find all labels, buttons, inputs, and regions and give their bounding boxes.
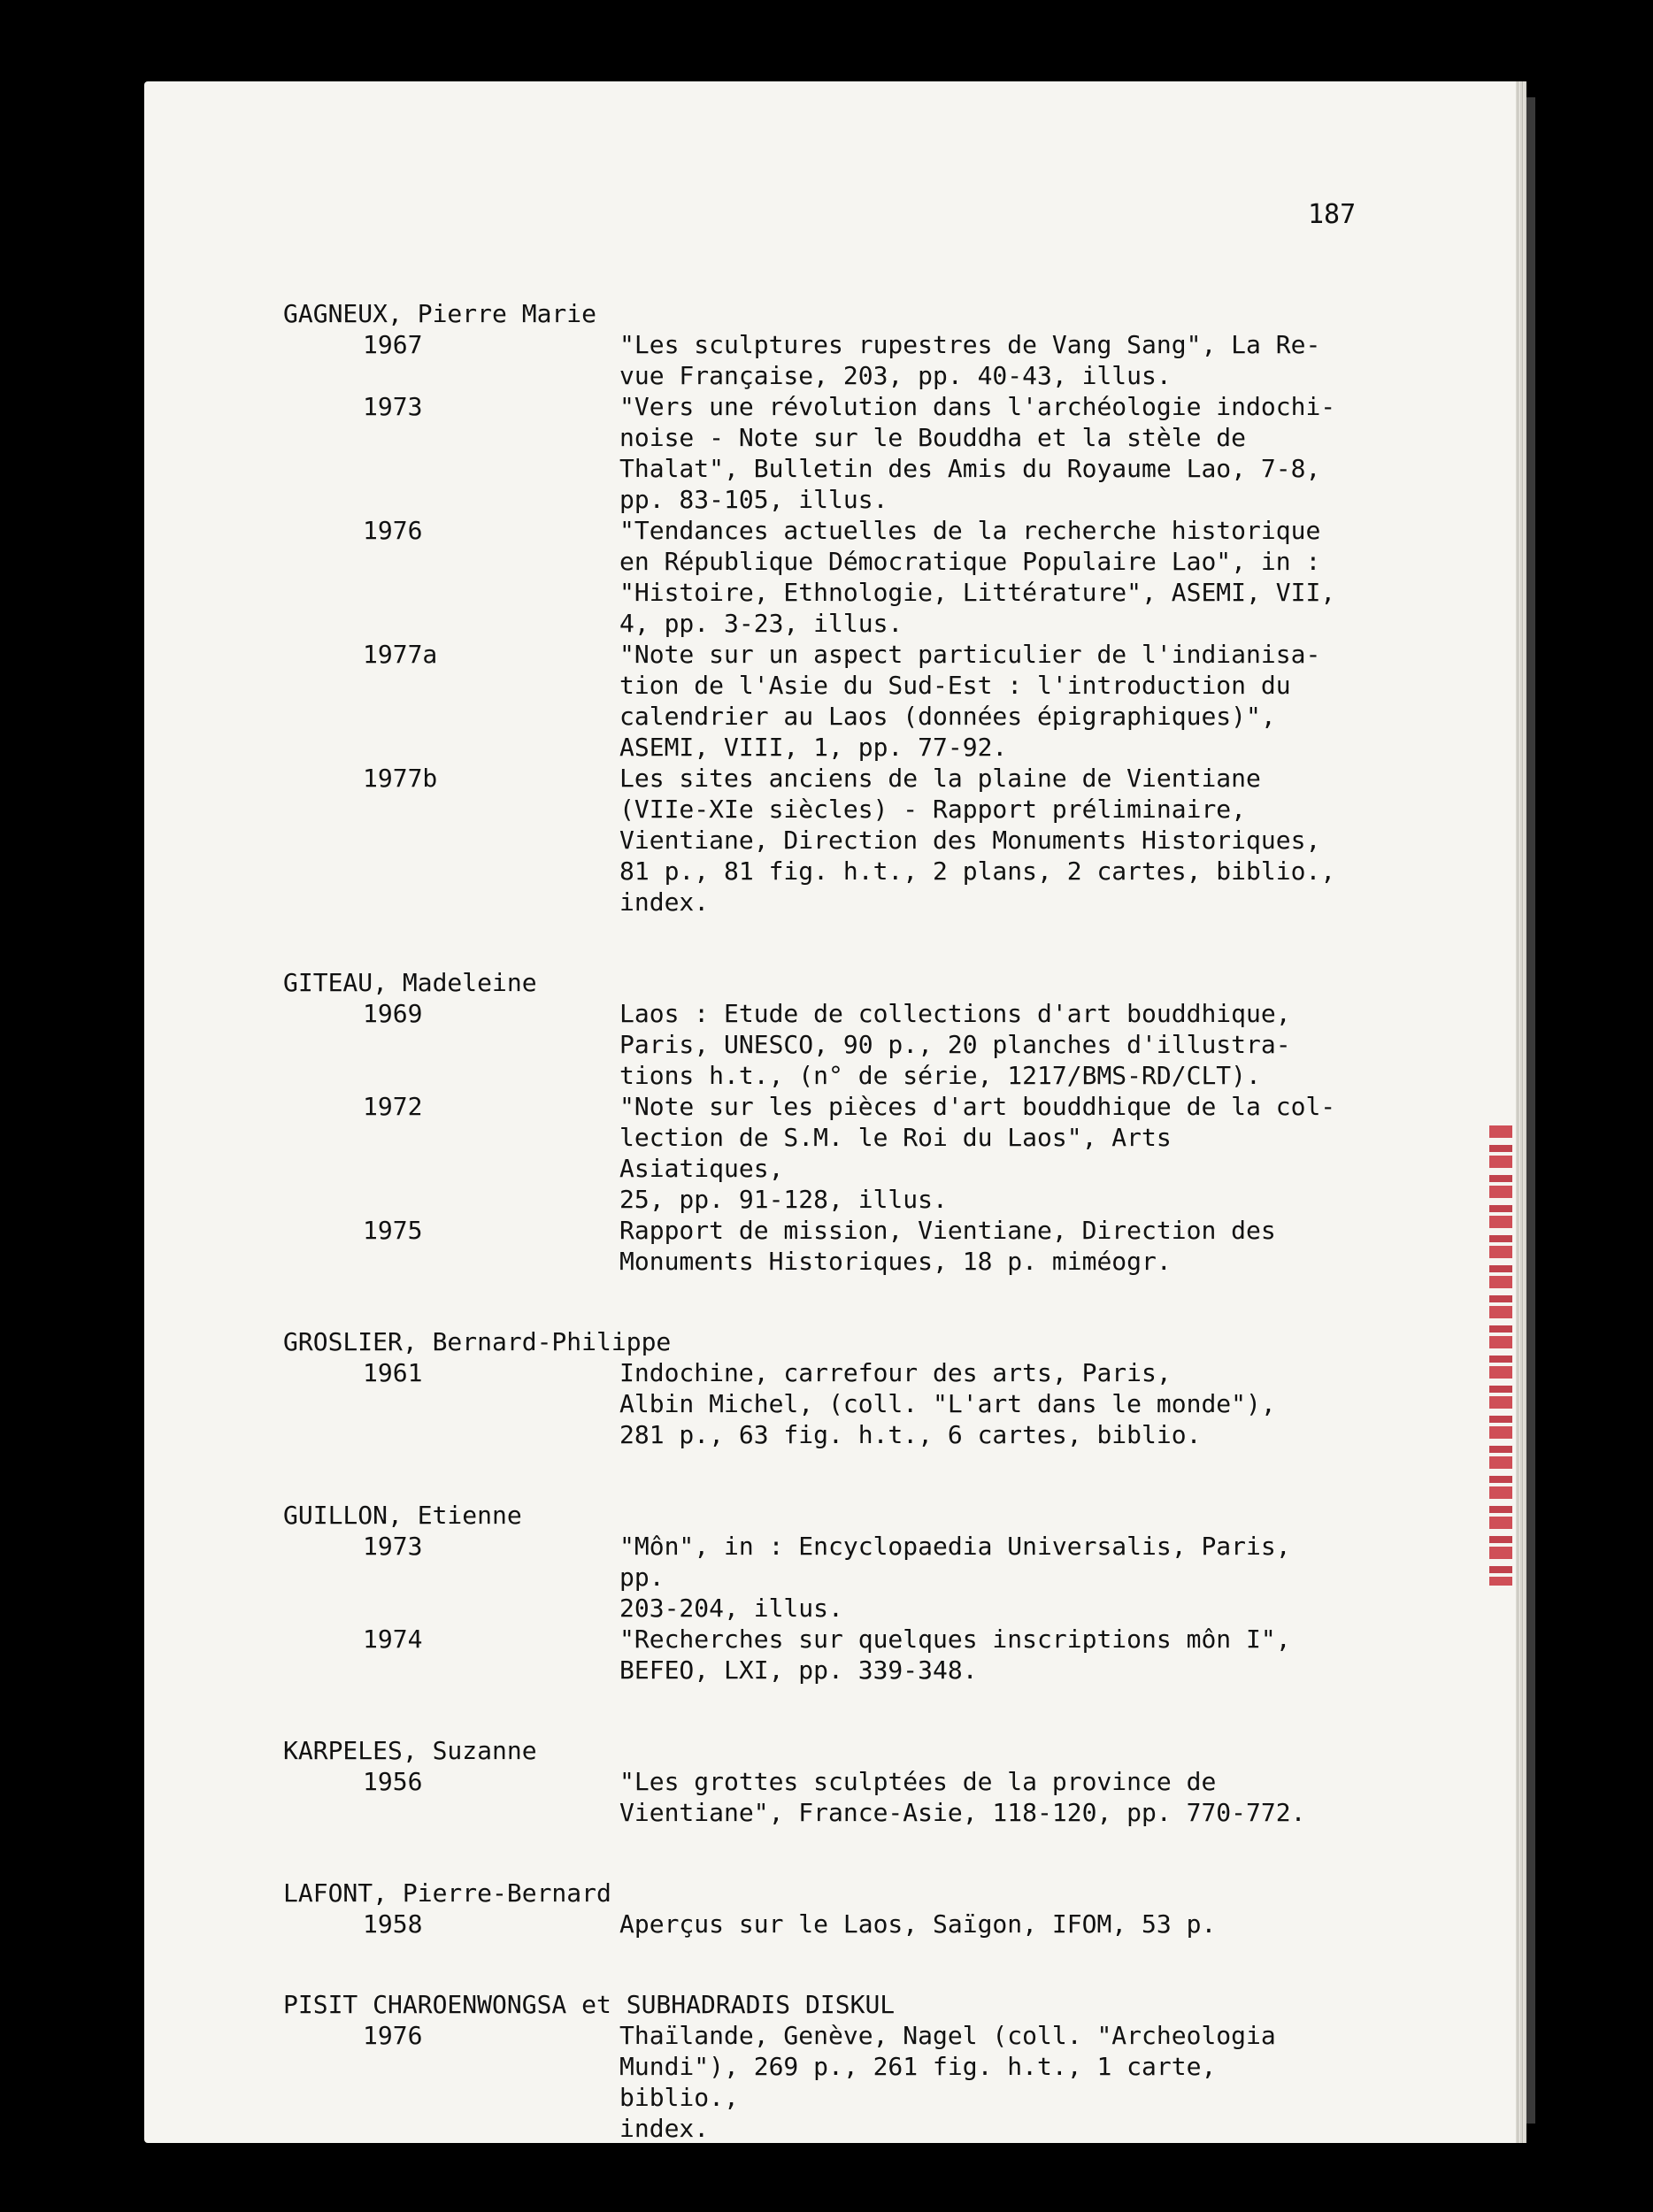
entry-year: 1973	[363, 392, 423, 421]
entry-year: 1967	[363, 330, 423, 359]
bibliography-entry	[283, 1357, 1434, 1450]
bibliography-entry	[283, 1531, 1434, 1624]
entry-year: 1961	[363, 1358, 423, 1387]
author-name: GUILLON, Etienne	[283, 1501, 522, 1530]
entry-reference: "Vers une révolution dans l'archéologie indochi- noise - Note sur le Bouddha et la stèle de Thalat", Bulletin des Amis du Royaume Lao, 7-8, pp. 83-105, illus.	[619, 392, 1336, 514]
bibliography-entry	[283, 515, 1434, 639]
author-block	[283, 1326, 1434, 1450]
entry-year: 1976	[363, 2021, 423, 2050]
entry-reference: "Note sur les pièces d'art bouddhique de la col- lection de S.M. le Roi du Laos", Arts Asiatiques, 25, pp. 91-128, illus.	[619, 1092, 1336, 1214]
author-block	[283, 1500, 1434, 1686]
entry-year: 1958	[363, 1909, 423, 1939]
entry-year: 1969	[363, 999, 423, 1028]
entry-reference: Indochine, carrefour des arts, Paris, Albin Michel, (coll. "L'art dans le monde"), 281 p., 63 fig. h.t., 6 cartes, biblio.	[619, 1358, 1276, 1449]
entry-reference: "Tendances actuelles de la recherche historique en République Démocratique Populaire Lao", in : "Histoire, Ethnologie, Littérature", ASEMI, VII, 4, pp. 3-23, illus.	[619, 516, 1336, 638]
entry-reference: "Les grottes sculptées de la province de Vientiane", France-Asie, 118-120, pp. 770-772.	[619, 1767, 1306, 1827]
author-block	[283, 1989, 1434, 2144]
bibliography-entry	[283, 329, 1434, 391]
entry-year: 1977b	[363, 764, 438, 793]
author-name: LAFONT, Pierre-Bernard	[283, 1878, 611, 1908]
author-name: PISIT CHAROENWONGSA et SUBHADRADIS DISKUL	[283, 1990, 896, 2019]
author-block	[283, 967, 1434, 1277]
bibliography-entry	[283, 763, 1434, 918]
author-name: GROSLIER, Bernard-Philippe	[283, 1327, 672, 1356]
author-name: GITEAU, Madeleine	[283, 968, 537, 997]
bibliography-entry	[283, 2020, 1434, 2144]
entry-reference: Thaïlande, Genève, Nagel (coll. "Archeologia Mundi"), 269 p., 261 fig. h.t., 1 carte, biblio., index.	[619, 2021, 1276, 2143]
entry-reference: "Note sur un aspect particulier de l'indianisa- tion de l'Asie du Sud-Est : l'introduction du calendrier au Laos (données épigraphiques)", ASEMI, VIII, 1, pp. 77-92.	[619, 640, 1321, 762]
author-block	[283, 298, 1434, 918]
bibliography-entry	[283, 391, 1434, 515]
entry-year: 1975	[363, 1216, 423, 1245]
entry-reference: "Môn", in : Encyclopaedia Universalis, Paris, pp. 203-204, illus.	[619, 1532, 1291, 1623]
entry-reference: "Les sculptures rupestres de Vang Sang", La Re- vue Française, 203, pp. 40-43, illus.	[619, 330, 1321, 390]
entry-reference: Les sites anciens de la plaine de Vientiane (VIIe-XIe siècles) - Rapport préliminaire, Vientiane, Direction des Monuments Historiques, 81 p., 81 fig. h.t., 2 plans, 2 cartes, biblio., index.	[619, 764, 1336, 917]
entry-year: 1976	[363, 516, 423, 545]
entry-year: 1974	[363, 1624, 423, 1654]
entry-reference: "Recherches sur quelques inscriptions môn I", BEFEO, LXI, pp. 339-348.	[619, 1624, 1291, 1685]
entry-year: 1956	[363, 1767, 423, 1796]
bibliography-entry	[283, 998, 1434, 1091]
bibliography-entry	[283, 1091, 1434, 1215]
bibliography-entry	[283, 1909, 1434, 1939]
entry-reference: Rapport de mission, Vientiane, Direction des Monuments Historiques, 18 p. miméogr.	[619, 1216, 1276, 1276]
author-block	[283, 1735, 1434, 1828]
bibliography-entry	[283, 639, 1434, 763]
page-edge	[1516, 81, 1526, 2143]
bibliography-list	[283, 298, 1434, 2144]
author-name: GAGNEUX, Pierre Marie	[283, 299, 597, 328]
entry-year: 1977a	[363, 640, 438, 669]
bibliography-entry	[283, 1766, 1434, 1828]
entry-year: 1973	[363, 1532, 423, 1561]
author-name: KARPELES, Suzanne	[283, 1736, 537, 1765]
bibliography-entry	[283, 1624, 1434, 1686]
red-ink-mark	[1489, 1125, 1512, 1586]
bibliography-entry	[283, 1215, 1434, 1277]
entry-year: 1972	[363, 1092, 423, 1121]
author-block	[283, 1878, 1434, 1939]
book-spine-edge	[1526, 97, 1535, 2124]
entry-reference: Laos : Etude de collections d'art bouddhique, Paris, UNESCO, 90 p., 20 planches d'illustra- tions h.t., (n° de série, 1217/BMS-RD/CLT).	[619, 999, 1291, 1090]
page-number: 187	[1308, 199, 1357, 230]
entry-reference: Aperçus sur le Laos, Saïgon, IFOM, 53 p.	[619, 1909, 1217, 1939]
